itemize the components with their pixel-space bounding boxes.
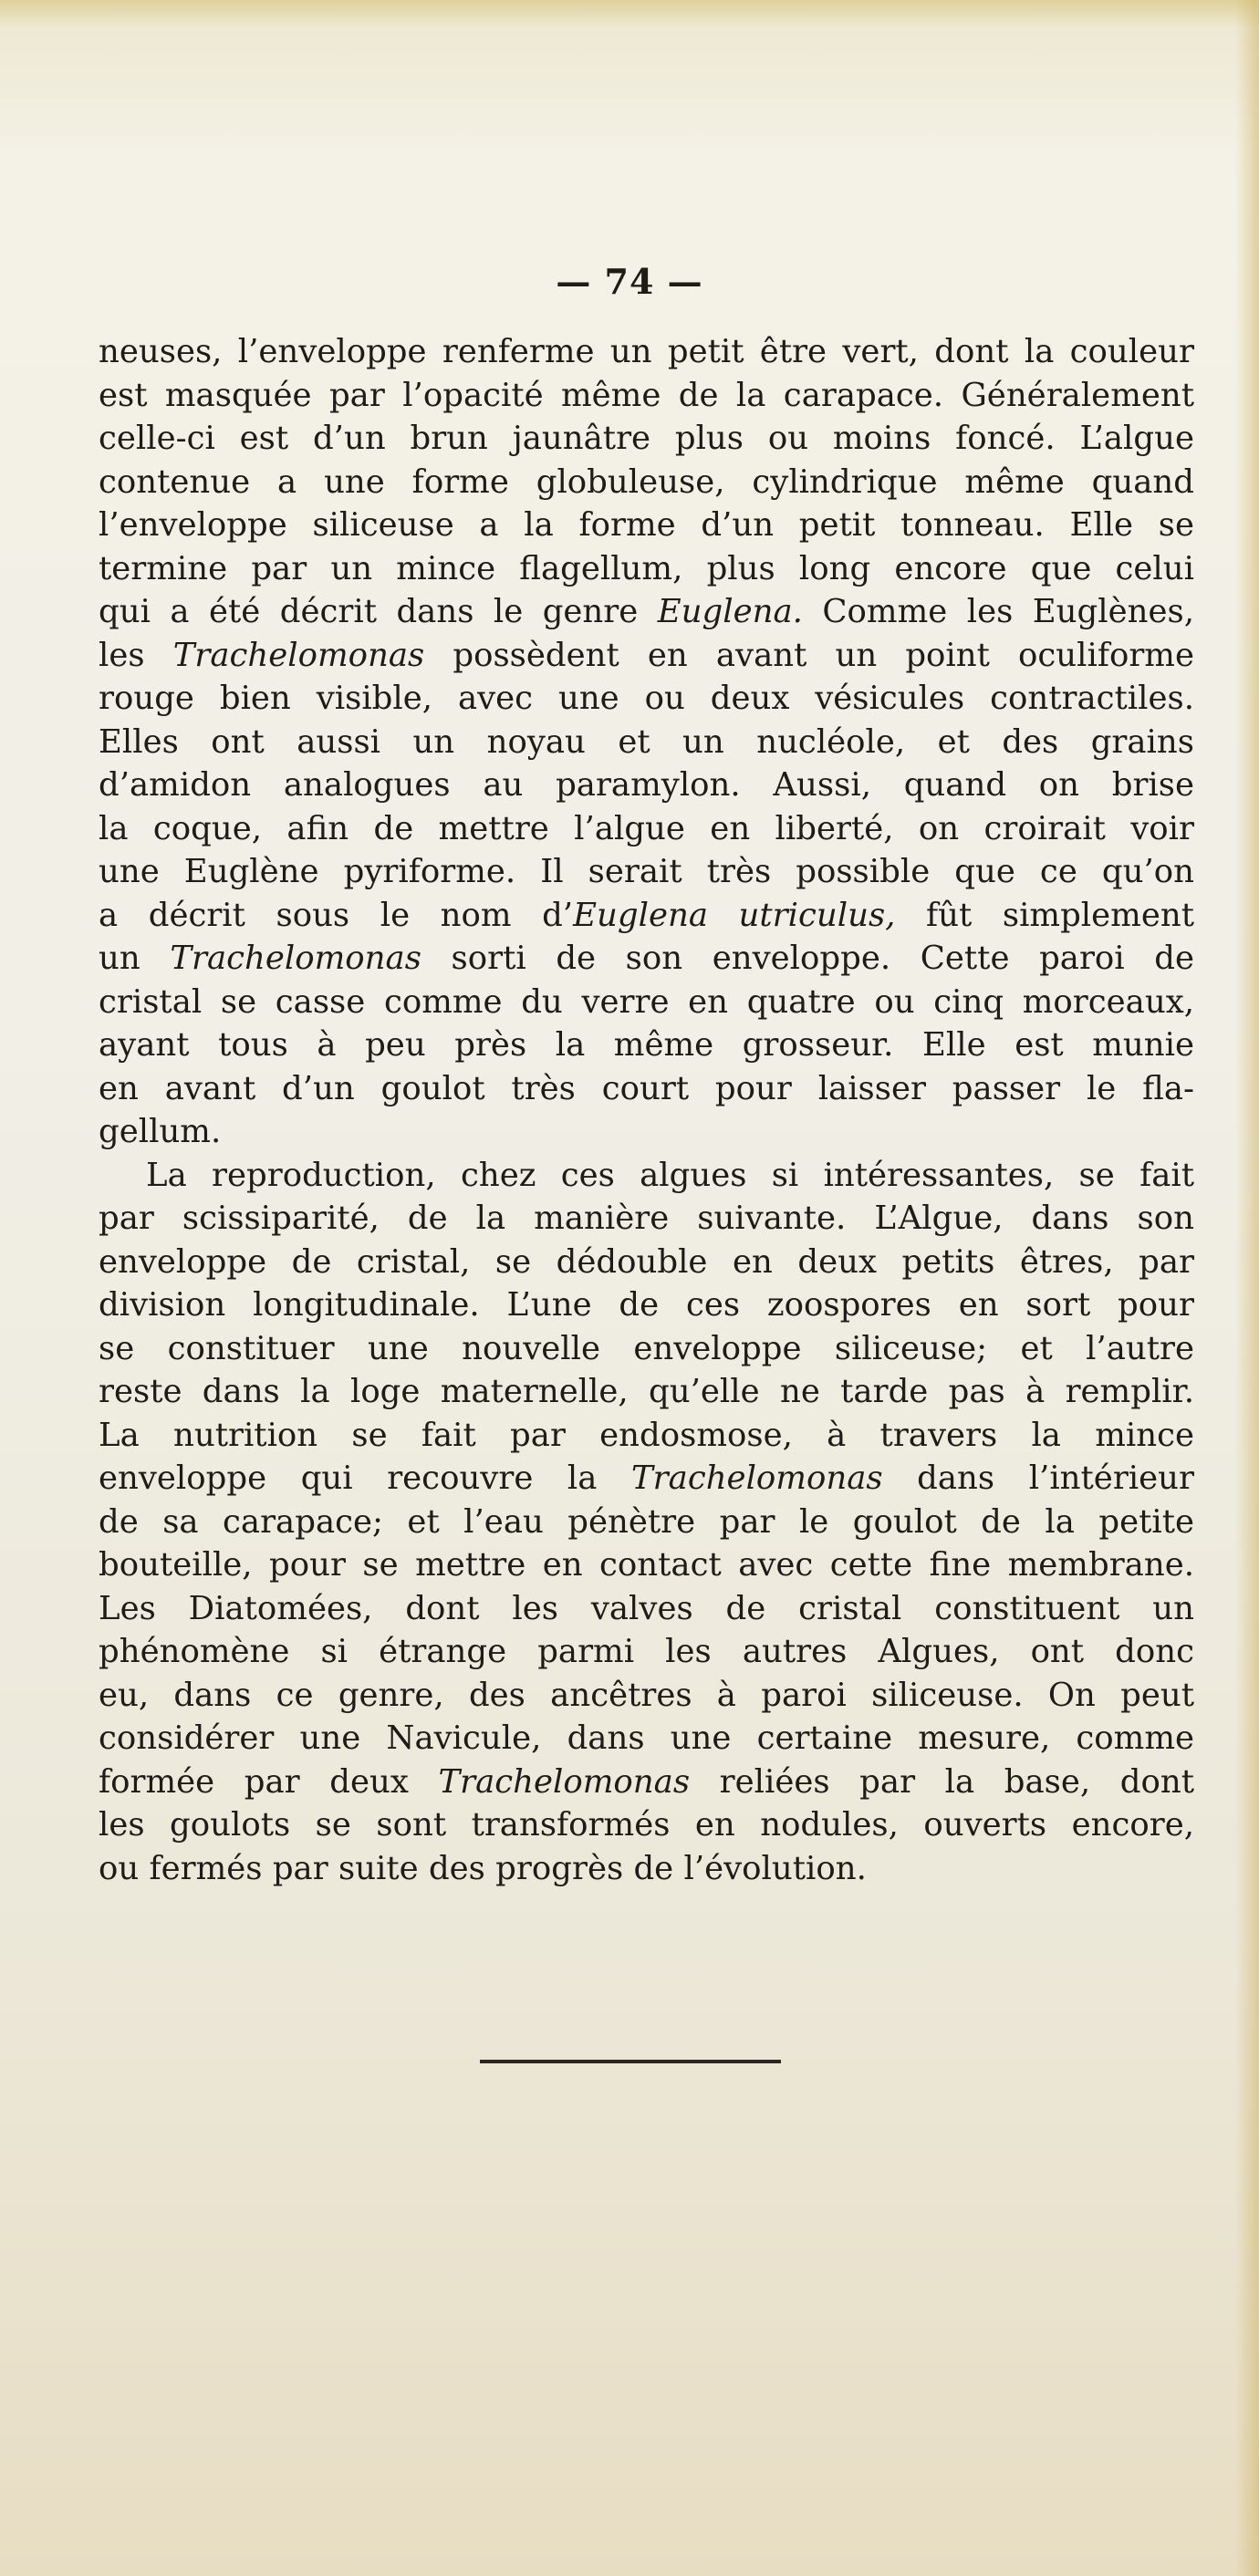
text-line [99,1717,1194,1761]
text-line [99,1674,1194,1718]
text-line [99,807,1194,851]
text-segment: dans l’intérieur [882,1459,1194,1497]
text-line [99,1630,1194,1674]
text-segment: est masquée par l’opacité même de la carapace. Généralement [99,376,1194,414]
text-line [99,1327,1194,1371]
text-segment: qui a été décrit dans le genre [99,593,658,630]
text-line [99,1154,1194,1198]
italic-term: Trachelomonas [438,1762,691,1801]
text-line [99,461,1194,504]
text-segment: La reproduction, chez ces algues si intéressantes, se fait [146,1156,1194,1194]
text-segment: les [99,636,173,674]
text-line [99,634,1194,678]
text-segment: sorti de son enveloppe. Cette paroi de [421,940,1195,977]
text-segment: La nutrition se fait par endosmose, à travers la mince [99,1416,1194,1454]
text-line [99,1283,1194,1327]
text-segment: cristal se casse comme du verre en quatre ou cinq morceaux, [99,982,1194,1021]
italic-term: Trachelomonas [172,636,425,674]
text-segment: possèdent en avant un point oculiforme [424,636,1194,674]
text-segment: d’amidon analogues au paramylon. Aussi, quand on brise [99,766,1194,804]
text-segment: gellum. [99,1113,222,1150]
text-line [99,330,1194,374]
text-segment: neuses, l’enveloppe renferme un petit être vert, dont la couleur [99,333,1194,370]
text-line [99,1501,1194,1544]
text-line [99,763,1194,807]
text-line [99,374,1194,418]
text-line [99,1414,1194,1458]
paragraph [99,1154,1194,1891]
italic-term: Euglena utriculus, [573,896,896,934]
text-line [99,547,1194,591]
text-segment: la coque, afin de mettre l’algue en liberté, on croirait voir [99,809,1194,847]
text-segment: en avant d’un goulot très court pour laisser passer le fla- [99,1069,1194,1107]
text-segment: ayant tous à peu près la même grosseur. Elle est munie [99,1026,1194,1064]
text-line [99,1110,1194,1154]
page-number: — 74 — [556,261,703,302]
text-segment: phénomène si étrange parmi les autres Algues, ont donc [99,1633,1194,1670]
text-line [99,1847,1194,1891]
text-line [99,937,1194,981]
text-segment: a décrit sous le nom d’ [99,896,574,934]
text-line [99,504,1194,547]
body-text [99,330,1194,1890]
text-segment: division longitudinale. L’une de ces zoospores en sort pour [99,1286,1194,1324]
end-rule [480,2060,781,2063]
text-segment: fût simplement [895,896,1194,934]
text-segment: par scissiparité, de la manière suivante. L’Algue, dans son [99,1200,1194,1237]
text-segment: Elles ont aussi un noyau et un nucléole, et des grains [99,722,1194,761]
text-line [99,417,1194,461]
text-segment: un [99,940,171,977]
text-segment: considérer une Navicule, dans une certaine mesure, comme [99,1719,1194,1757]
text-segment: enveloppe de cristal, se dédouble en deux petits êtres, par [99,1242,1194,1281]
paragraph [99,330,1194,1154]
text-segment: enveloppe qui recouvre la [99,1459,631,1497]
italic-term: Trachelomonas [631,1459,883,1497]
text-segment: rouge bien visible, avec une ou deux vésicules contractiles. [99,680,1194,717]
text-segment: bouteille, pour se mettre en contact avec cette fine membrane. [99,1546,1194,1584]
text-segment: eu, dans ce genre, des ancêtres à paroi siliceuse. On peut [99,1676,1194,1714]
text-line [99,1587,1194,1631]
text-segment: se constituer une nouvelle enveloppe siliceuse; et l’autre [99,1329,1194,1367]
text-segment: Les Diatomées, dont les valves de cristal constituent un [99,1589,1194,1627]
text-segment: ou fermés par suite des progrès de l’évolution. [99,1849,867,1887]
italic-term: Trachelomonas [170,940,421,977]
text-line [99,1197,1194,1241]
text-line [99,1543,1194,1587]
text-segment: contenue a une forme globuleuse, cylindrique même quand [99,462,1194,501]
text-line [99,1241,1194,1284]
text-segment: reste dans la loge maternelle, qu’elle ne tarde pas à remplir. [99,1373,1194,1410]
italic-term: Euglena. [657,593,803,630]
text-segment: termine par un mince flagellum, plus long encore que celui [99,549,1194,587]
text-line [99,894,1194,938]
text-segment: celle-ci est d’un brun jaunâtre plus ou moins foncé. L’algue [99,420,1194,457]
text-line [99,721,1194,764]
text-segment: Comme les Euglènes, [802,593,1194,630]
text-line [99,1457,1194,1501]
text-line [99,1067,1194,1111]
text-segment: les goulots se sont transformés en nodules, ouverts encore, [99,1806,1194,1844]
page-top-edge [0,0,1259,27]
text-line [99,590,1194,634]
text-segment: de sa carapace; et l’eau pénètre par le goulot de la petite [99,1502,1194,1541]
text-line [99,1023,1194,1067]
text-line [99,850,1194,894]
text-line [99,1803,1194,1847]
text-line [99,1370,1194,1414]
text-line [99,981,1194,1024]
text-segment: formée par deux [99,1762,439,1801]
text-segment: l’enveloppe siliceuse a la forme d’un petit tonneau. Elle se [99,506,1194,544]
text-segment: une Euglène pyriforme. Il serait très possible que ce qu’on [99,853,1194,890]
text-line [99,677,1194,721]
text-line [99,1761,1194,1804]
text-segment: reliées par la base, dont [690,1762,1194,1801]
page-right-edge [1235,0,1259,2576]
